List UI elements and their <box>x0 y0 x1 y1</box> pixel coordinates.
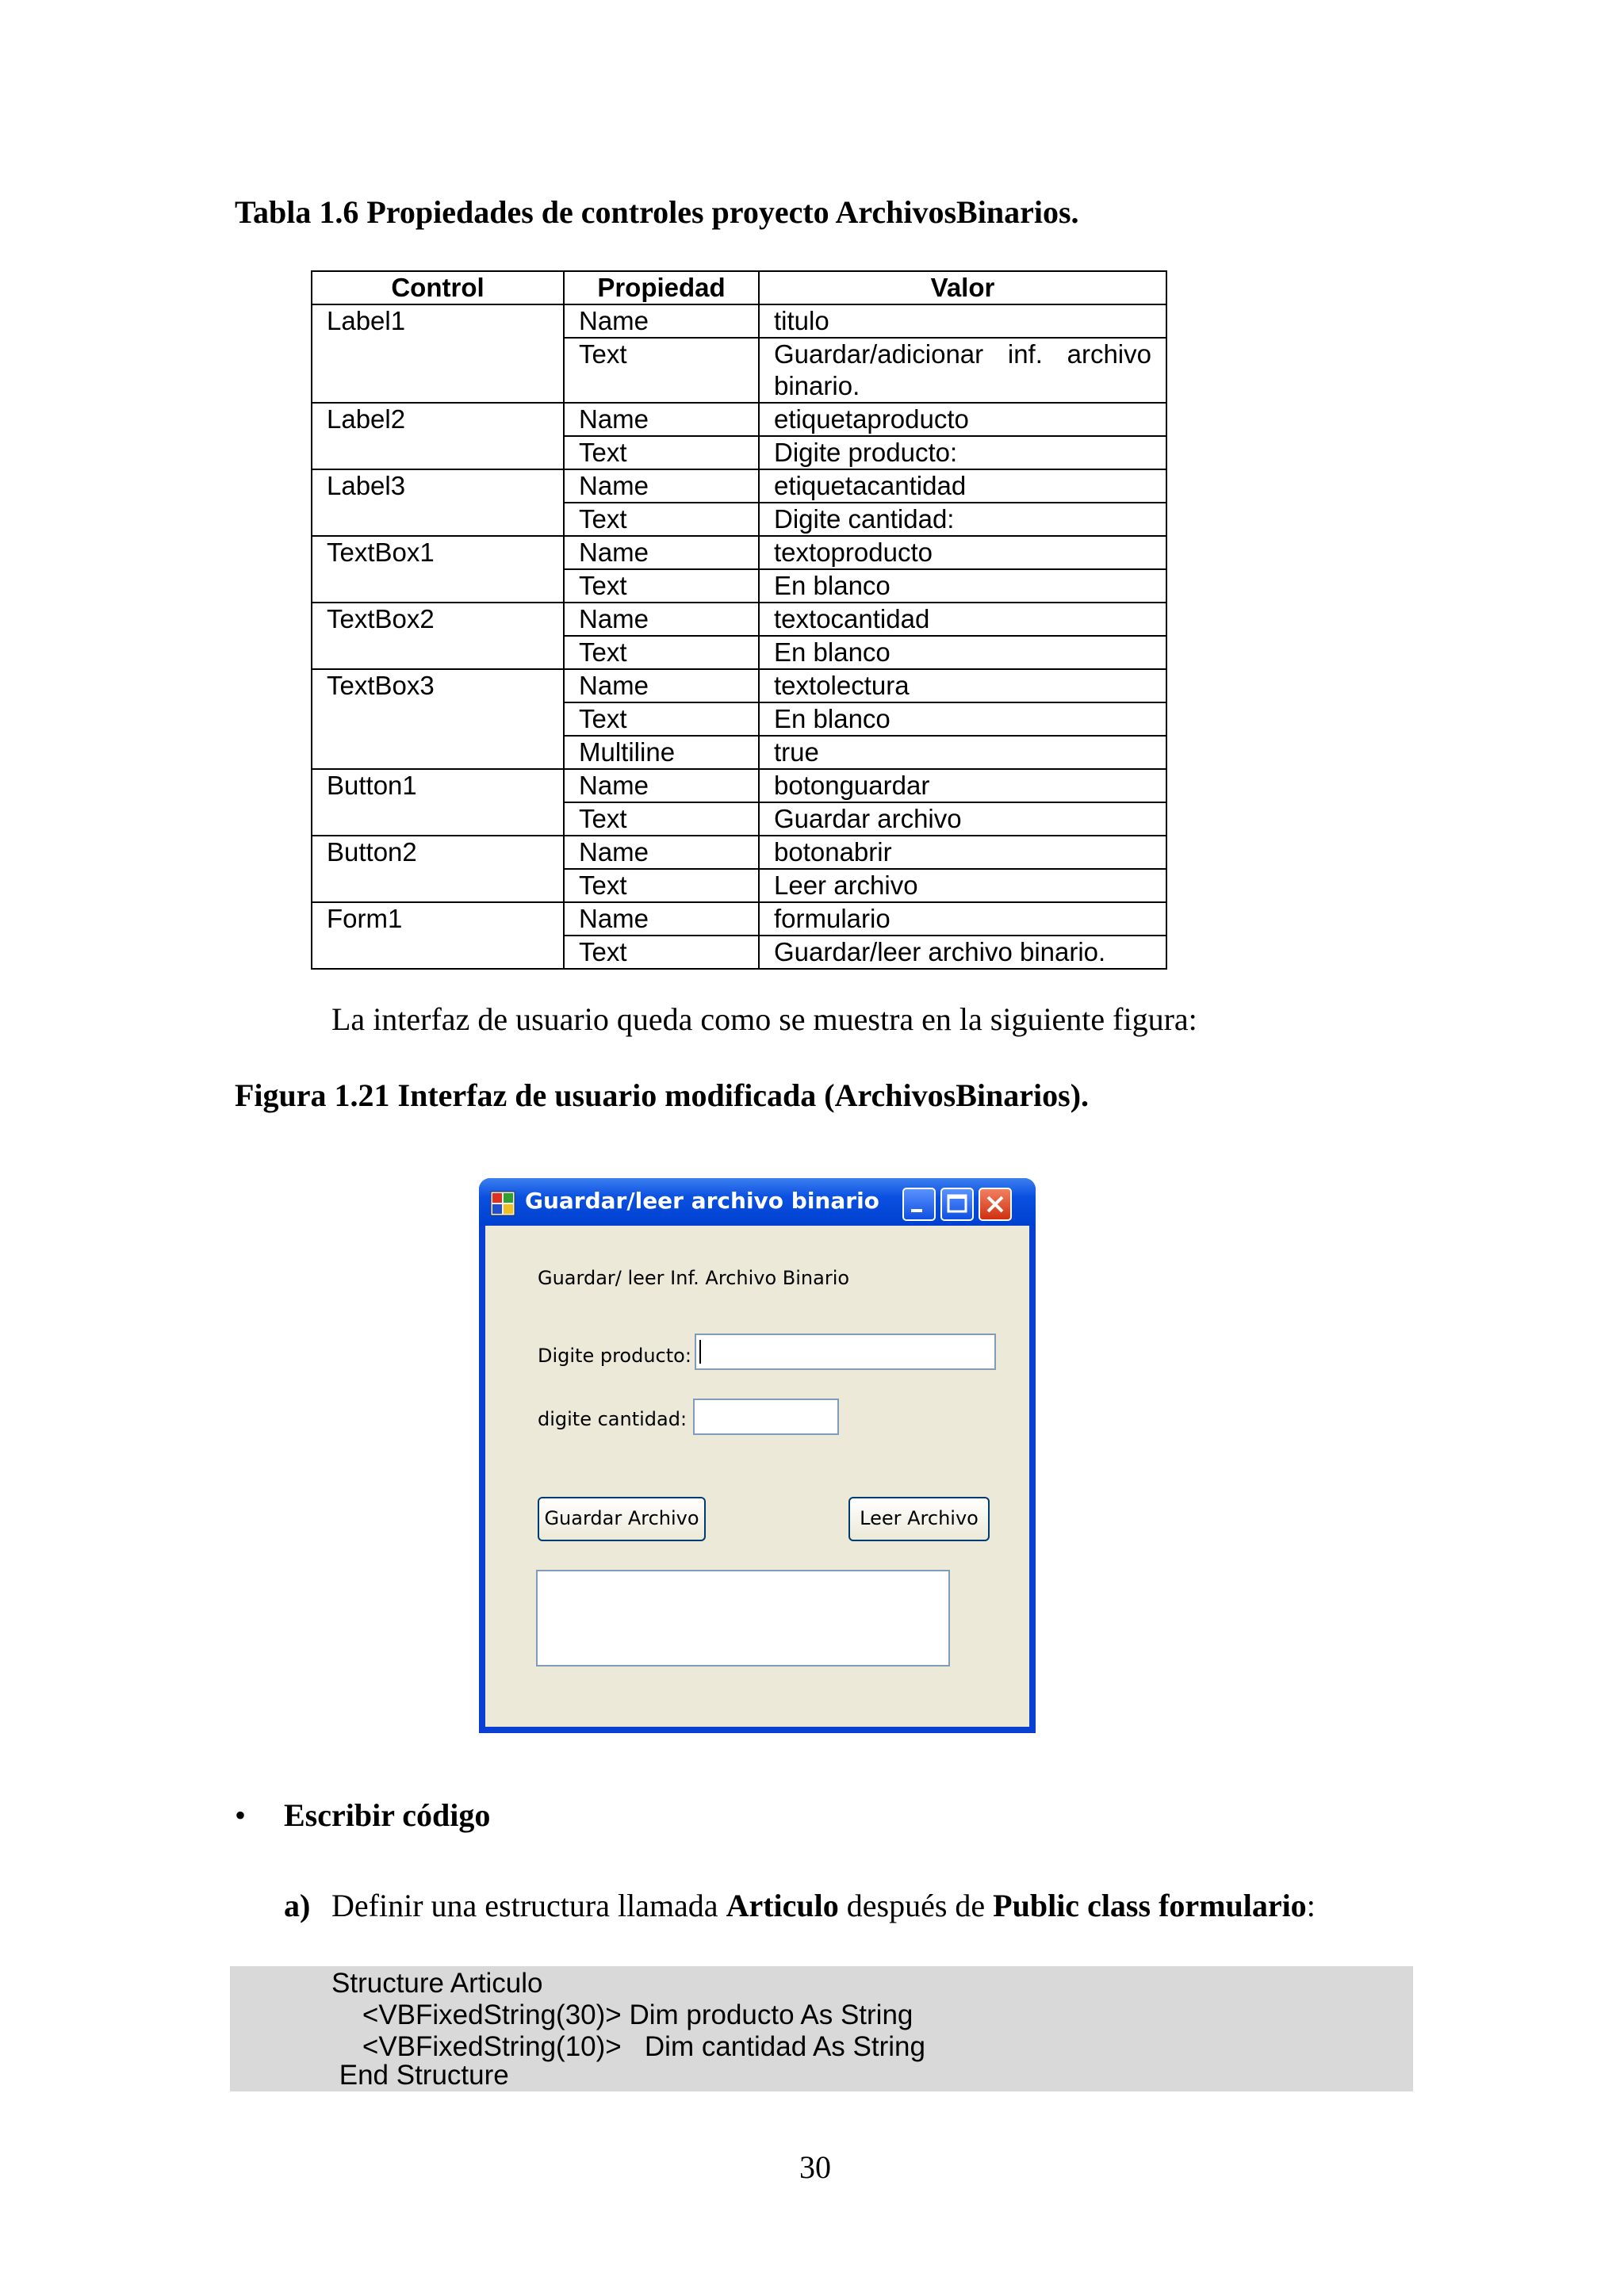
control-cell <box>312 802 564 836</box>
window-titlebar[interactable] <box>479 1178 1036 1226</box>
control-cell <box>312 936 564 969</box>
section-heading: Escribir código <box>284 1797 491 1833</box>
table-row <box>312 836 1166 869</box>
code-line: <VBFixedString(30)> Dim producto As String <box>331 1999 914 2030</box>
table-row <box>312 702 1166 736</box>
table-row <box>312 736 1166 769</box>
save-file-button[interactable]: Guardar Archivo <box>538 1497 706 1541</box>
property-cell: Name <box>564 603 759 636</box>
value-cell: etiquetaproducto <box>759 403 1166 436</box>
intro-paragraph: La interfaz de usuario queda como se muestra en la siguiente figura: <box>331 1001 1197 1037</box>
control-cell: Label2 <box>312 403 564 436</box>
property-cell: Text <box>564 936 759 969</box>
property-cell: Text <box>564 569 759 603</box>
value-cell: Guardar/leer archivo binario. <box>759 936 1166 969</box>
table-row <box>312 536 1166 569</box>
value-cell: botonguardar <box>759 769 1166 802</box>
property-cell: Name <box>564 469 759 503</box>
table-row <box>312 869 1166 902</box>
product-textbox[interactable] <box>695 1334 996 1370</box>
quantity-textbox[interactable] <box>693 1399 839 1435</box>
window-client-area <box>485 1226 1029 1727</box>
code-block <box>230 1966 1413 2091</box>
table-row <box>312 436 1166 469</box>
close-icon <box>980 1189 1010 1219</box>
table-row <box>312 603 1166 636</box>
control-cell <box>312 338 564 403</box>
code-line: <VBFixedString(10)> Dim cantidad As String <box>331 2031 925 2062</box>
value-cell: En blanco <box>759 569 1166 603</box>
value-cell: textoproducto <box>759 536 1166 569</box>
value-cell: titulo <box>759 304 1166 338</box>
control-cell <box>312 702 564 736</box>
value-cell: Guardar archivo <box>759 802 1166 836</box>
window-title: Guardar/leer archivo binario <box>525 1188 879 1214</box>
value-cell: etiquetacantidad <box>759 469 1166 503</box>
form-window <box>479 1178 1036 1733</box>
step-a-bold-2: Public class formulario <box>993 1888 1307 1923</box>
table-row <box>312 569 1166 603</box>
header-value: Valor <box>759 271 1166 304</box>
property-cell: Name <box>564 769 759 802</box>
control-cell: TextBox1 <box>312 536 564 569</box>
code-line: Structure Articulo <box>331 1968 543 1999</box>
control-cell <box>312 569 564 603</box>
figure-caption: Figura 1.21 Interfaz de usuario modificada (ArchivosBinarios). <box>235 1077 1090 1113</box>
value-cell: true <box>759 736 1166 769</box>
value-cell: formulario <box>759 902 1166 936</box>
value-cell: Guardar/adicionar inf. archivo binario. <box>759 338 1166 403</box>
table-row <box>312 636 1166 669</box>
table-row <box>312 936 1166 969</box>
close-button[interactable] <box>979 1188 1012 1221</box>
quantity-label: digite cantidad: <box>538 1408 688 1430</box>
control-cell <box>312 503 564 536</box>
control-cell: TextBox2 <box>312 603 564 636</box>
minimize-icon <box>904 1189 934 1219</box>
control-cell: Form1 <box>312 902 564 936</box>
value-cell: Leer archivo <box>759 869 1166 902</box>
step-a-text <box>331 1887 1316 1924</box>
property-cell: Name <box>564 902 759 936</box>
table-row <box>312 503 1166 536</box>
property-cell: Text <box>564 802 759 836</box>
table-row <box>312 769 1166 802</box>
read-file-button[interactable]: Leer Archivo <box>848 1497 990 1541</box>
control-cell: Button2 <box>312 836 564 869</box>
property-cell: Name <box>564 403 759 436</box>
property-cell: Multiline <box>564 736 759 769</box>
value-cell: textocantidad <box>759 603 1166 636</box>
header-control: Control <box>312 271 564 304</box>
maximize-button[interactable] <box>940 1188 974 1221</box>
table-row <box>312 469 1166 503</box>
properties-table <box>311 270 1167 970</box>
control-cell <box>312 636 564 669</box>
page-number: 30 <box>799 2149 831 2185</box>
table-row <box>312 669 1166 702</box>
property-cell: Name <box>564 836 759 869</box>
title-label: Guardar/ leer Inf. Archivo Binario <box>538 1267 850 1289</box>
control-cell <box>312 869 564 902</box>
property-cell: Name <box>564 536 759 569</box>
step-a-text-1: Definir una estructura llamada <box>331 1888 726 1923</box>
property-cell: Text <box>564 702 759 736</box>
table-row <box>312 902 1166 936</box>
value-cell: Digite producto: <box>759 436 1166 469</box>
step-a-text-3: : <box>1306 1888 1316 1923</box>
property-cell: Text <box>564 436 759 469</box>
read-output-textbox[interactable] <box>536 1570 950 1667</box>
value-cell: textolectura <box>759 669 1166 702</box>
table-caption: Tabla 1.6 Propiedades de controles proyecto ArchivosBinarios. <box>235 194 1079 230</box>
table-row <box>312 403 1166 436</box>
value-cell: En blanco <box>759 636 1166 669</box>
product-label: Digite producto: <box>538 1345 691 1367</box>
step-marker: a) <box>284 1888 311 1923</box>
control-cell <box>312 736 564 769</box>
property-cell: Name <box>564 669 759 702</box>
value-cell: En blanco <box>759 702 1166 736</box>
table-body <box>312 304 1166 969</box>
bullet-icon: • <box>235 1797 247 1833</box>
step-a-bold-1: Articulo <box>726 1888 839 1923</box>
property-cell: Text <box>564 636 759 669</box>
property-cell: Text <box>564 338 759 403</box>
header-property: Propiedad <box>564 271 759 304</box>
control-cell: Label1 <box>312 304 564 338</box>
table-row <box>312 802 1166 836</box>
table-row <box>312 338 1166 403</box>
control-cell <box>312 436 564 469</box>
control-cell: Button1 <box>312 769 564 802</box>
value-cell: Digite cantidad: <box>759 503 1166 536</box>
table-row <box>312 304 1166 338</box>
property-cell: Text <box>564 869 759 902</box>
property-cell: Text <box>564 503 759 536</box>
value-cell: botonabrir <box>759 836 1166 869</box>
property-cell: Name <box>564 304 759 338</box>
step-a-text-2: después de <box>838 1888 994 1923</box>
text-caret <box>699 1340 701 1364</box>
code-line: End Structure <box>331 2060 509 2091</box>
app-icon <box>490 1191 515 1216</box>
maximize-icon <box>942 1189 972 1219</box>
minimize-button[interactable] <box>902 1188 936 1221</box>
control-cell: TextBox3 <box>312 669 564 702</box>
control-cell: Label3 <box>312 469 564 503</box>
